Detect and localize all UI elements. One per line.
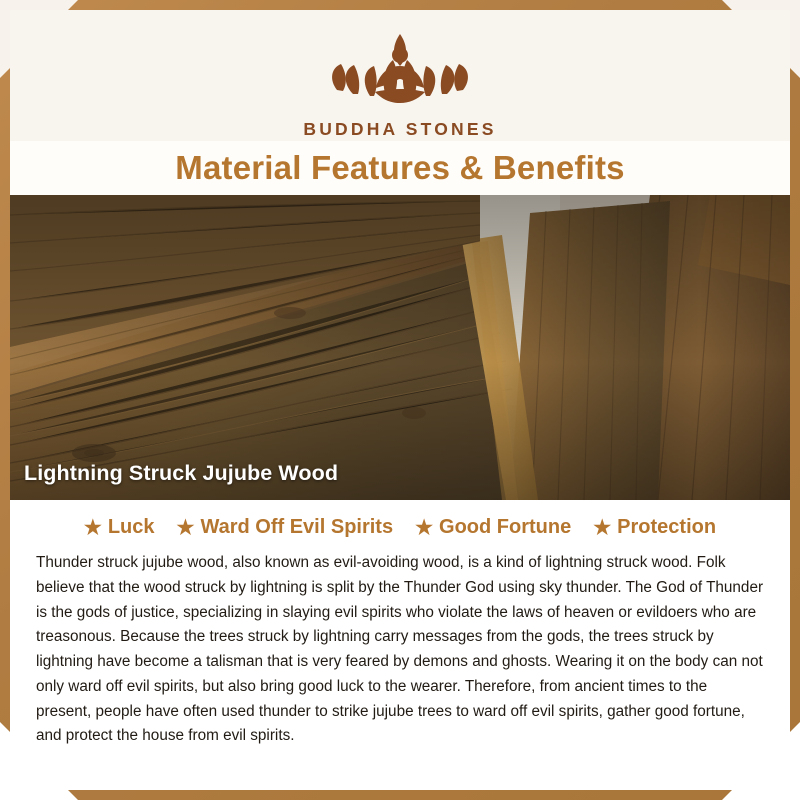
title-bar (10, 141, 790, 195)
benefit-item-good-fortune (415, 516, 571, 539)
photo-caption: Lightning Struck Jujube Wood (24, 461, 339, 485)
page-title: Material Features & Benefits (175, 149, 625, 186)
benefit-item-protection (593, 516, 716, 539)
benefit-label: Protection (617, 516, 717, 538)
brand-logo (10, 24, 790, 140)
poster-content (10, 10, 790, 790)
star-icon: ★ (593, 516, 612, 539)
benefit-label: Good Fortune (439, 516, 572, 538)
benefit-label: Luck (107, 516, 155, 538)
lotus-meditation-icon (325, 24, 475, 116)
wood-planks-illustration (10, 195, 790, 500)
description-paragraph: Thunder struck jujube wood, also known as evil-avoiding wood, is a kind of lightning struck wood. Folk believe that the wood struck by lightning is split by the Thunder God using sky thunder. The God of Thunder is the gods of justice, specializing in slaying evil spirits who violate the laws of heaven or evildoers who are treasonous. Because the trees struck by lightning carry messages from the gods, the trees struck by lightning have become a talisman that is very feared by demons and ghosts. Wearing it on the body can not only ward off evil spirits, but also bring good luck to the wearer. Therefore, from ancient times to the present, people have often used thunder to strike jujube trees to ward off evil spirits, gather good fortune, and protect the house from evil spirits. (36, 554, 764, 745)
benefits-list (10, 500, 790, 545)
benefit-item-ward-off-evil-spirits (177, 516, 394, 539)
star-icon: ★ (415, 516, 434, 539)
description-block (10, 545, 790, 790)
header (10, 10, 790, 195)
product-photo (10, 195, 790, 500)
brand-name: BUDDHA STONES (303, 119, 497, 139)
star-icon: ★ (83, 516, 102, 539)
benefit-item-luck (84, 516, 155, 539)
star-icon: ★ (176, 516, 195, 539)
benefit-label: Ward Off Evil Spirits (200, 516, 394, 538)
